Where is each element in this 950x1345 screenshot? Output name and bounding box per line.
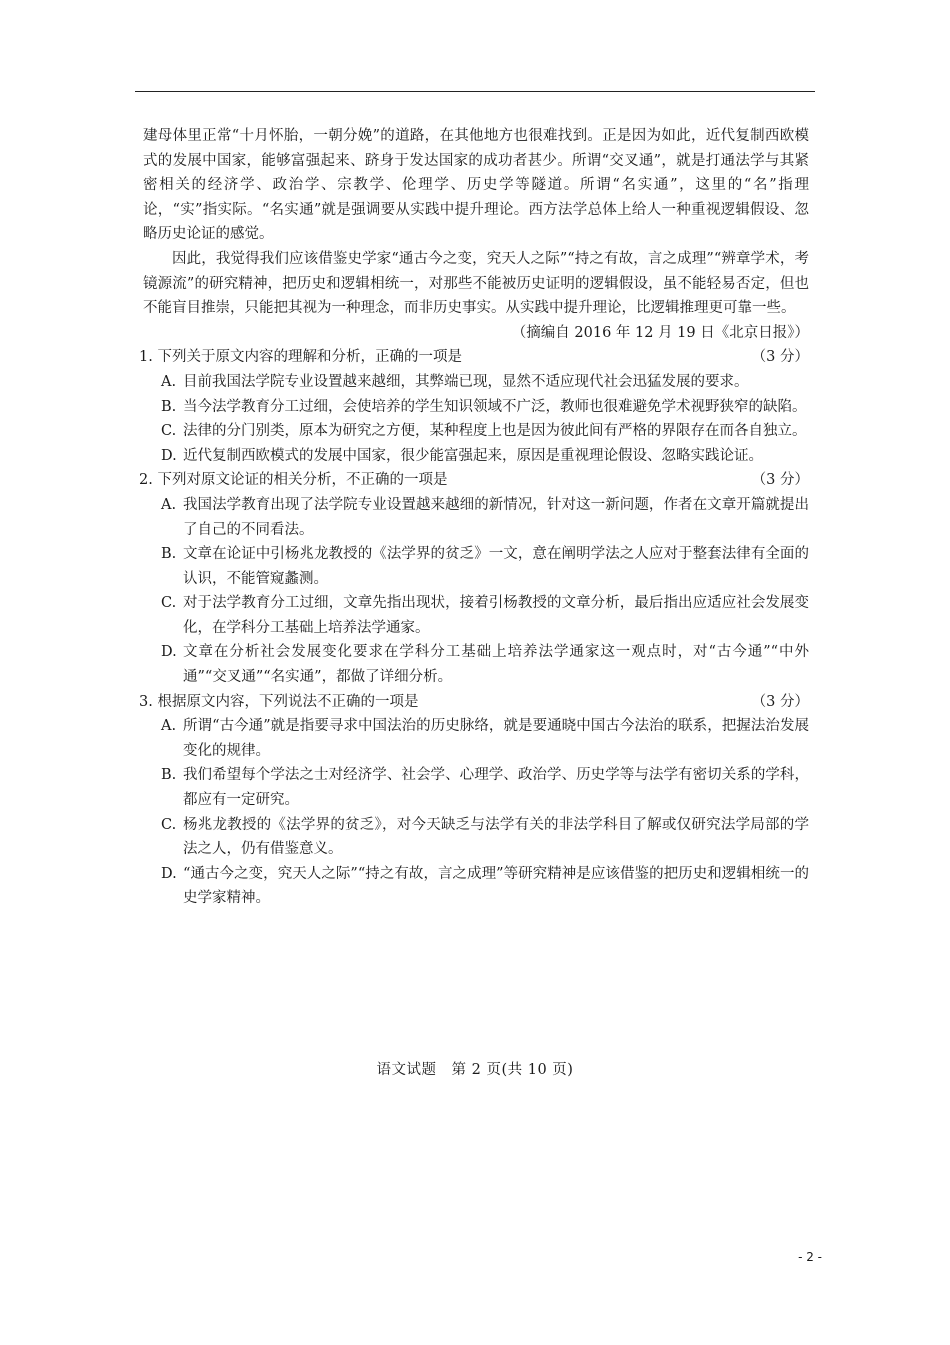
passage-paragraph: 因此，我觉得我们应该借鉴史学家“通古今之变，究天人之际”“持之有故，言之成理”“辨章学术，考镜源流”的研究精神，把历史和逻辑相统一，对那些不能被历史证明的逻辑假设，虽不能轻易否定，但也不能盲目推崇，只能把其视为一种理念，而非历史事实。从实践中提升理论，比逻辑推理更可靠一些。 <box>143 250 809 317</box>
question-score: （3 分） <box>751 349 809 366</box>
option-letter: B. <box>161 767 177 784</box>
passage-paragraph: 建母体里正常“十月怀胎，一朝分娩”的道路，在其他地方也很难找到。正是因为如此，近代复制西欧模式的发展中国家，能够富强起来、跻身于发达国家的成功者甚少。所谓“交叉通”，就是打通法学与其紧密相关的经济学、政治学、宗教学、伦理学、历史学等隧道。所谓“名实通”，这里的“名”指理论，“实”指实际。“名实通”就是强调要从实践中提升理论。西方法学总体上给人一种重视逻辑假设、忽略历史论证的感觉。 <box>143 128 809 243</box>
option-letter: A. <box>161 373 177 390</box>
page-number: - 2 - <box>798 1250 822 1264</box>
option-text: 法律的分门别类，原本为研究之方便，某种程度上也是因为彼此间有严格的界限存在而各自独立。 <box>183 423 807 440</box>
option-letter: C. <box>161 595 177 612</box>
option-d <box>161 640 809 689</box>
option-a <box>161 714 809 763</box>
option-b <box>161 542 809 591</box>
question-2 <box>139 468 809 689</box>
option-b <box>161 763 809 812</box>
option-d <box>161 862 809 911</box>
option-letter: D. <box>161 865 177 882</box>
option-letter: A. <box>161 718 177 735</box>
header-rule <box>135 91 815 92</box>
option-letter: A. <box>161 496 177 513</box>
option-c <box>161 591 809 640</box>
option-letter: D. <box>161 644 177 661</box>
question-1 <box>139 345 809 468</box>
source-citation: （摘编自 2016 年 12 月 19 日《北京日报》） <box>511 324 809 341</box>
option-d <box>161 444 809 469</box>
option-b <box>161 395 809 420</box>
question-stem: 1. 下列关于原文内容的理解和分析，正确的一项是 <box>139 349 462 366</box>
option-text: 当今法学教育分工过细，会使培养的学生知识领域不广泛，教师也很难避免学术视野狭窄的缺陷。 <box>183 398 807 415</box>
option-text: 对于法学教育分工过细，文章先指出现状，接着引杨教授的文章分析，最后指出应适应社会发展变化，在学科分工基础上培养法学通家。 <box>183 595 809 636</box>
option-text: 文章在论证中引杨兆龙教授的《法学界的贫乏》一文，意在阐明学法之人应对于整套法律有全面的认识，不能管窥蠡测。 <box>183 546 809 587</box>
option-letter: B. <box>161 398 177 415</box>
question-score: （3 分） <box>751 472 809 489</box>
option-letter: C. <box>161 816 177 833</box>
option-text: “通古今之变，究天人之际”“持之有故，言之成理”等研究精神是应该借鉴的把历史和逻辑相统一的史学家精神。 <box>183 865 809 907</box>
question-score: （3 分） <box>751 693 809 710</box>
option-a <box>161 370 809 395</box>
option-text: 杨兆龙教授的《法学界的贫乏》，对今天缺乏与法学有关的非法学科目了解或仅研究法学局部的学法之人，仍有借鉴意义。 <box>183 816 809 858</box>
option-letter: B. <box>161 546 177 563</box>
option-text: 目前我国法学院专业设置越来越细，其弊端已现，显然不适应现代社会迅猛发展的要求。 <box>183 373 749 390</box>
question-stem: 2. 下列对原文论证的相关分析，不正确的一项是 <box>139 472 448 489</box>
option-text: 我们希望每个学法之士对经济学、社会学、心理学、政治学、历史学等与法学有密切关系的学科，都应有一定研究。 <box>183 767 809 809</box>
question-3 <box>139 690 809 911</box>
option-text: 文章在分析社会发展变化要求在学科分工基础上培养法学通家这一观点时，对“古今通”“中外通”“交叉通”“名实通”，都做了详细分析。 <box>183 644 809 686</box>
option-text: 所谓“古今通”就是指要寻求中国法治的历史脉络，就是要通晓中国古今法治的联系，把握法治发展变化的规律。 <box>183 718 809 759</box>
option-a <box>161 493 809 542</box>
option-c <box>161 813 809 862</box>
option-text: 我国法学教育出现了法学院专业设置越来越细的新情况，针对这一新问题，作者在文章开篇就提出了自己的不同看法。 <box>183 496 809 538</box>
question-stem: 3. 根据原文内容，下列说法不正确的一项是 <box>139 693 419 710</box>
option-letter: C. <box>161 423 177 440</box>
option-text: 近代复制西欧模式的发展中国家，很少能富强起来，原因是重视理论假设、忽略实践论证。 <box>183 447 763 464</box>
option-c <box>161 419 809 444</box>
page-content <box>139 124 809 911</box>
option-letter: D. <box>161 447 177 464</box>
page-footer: 语文试题 第 2 页(共 10 页) <box>376 1062 574 1078</box>
